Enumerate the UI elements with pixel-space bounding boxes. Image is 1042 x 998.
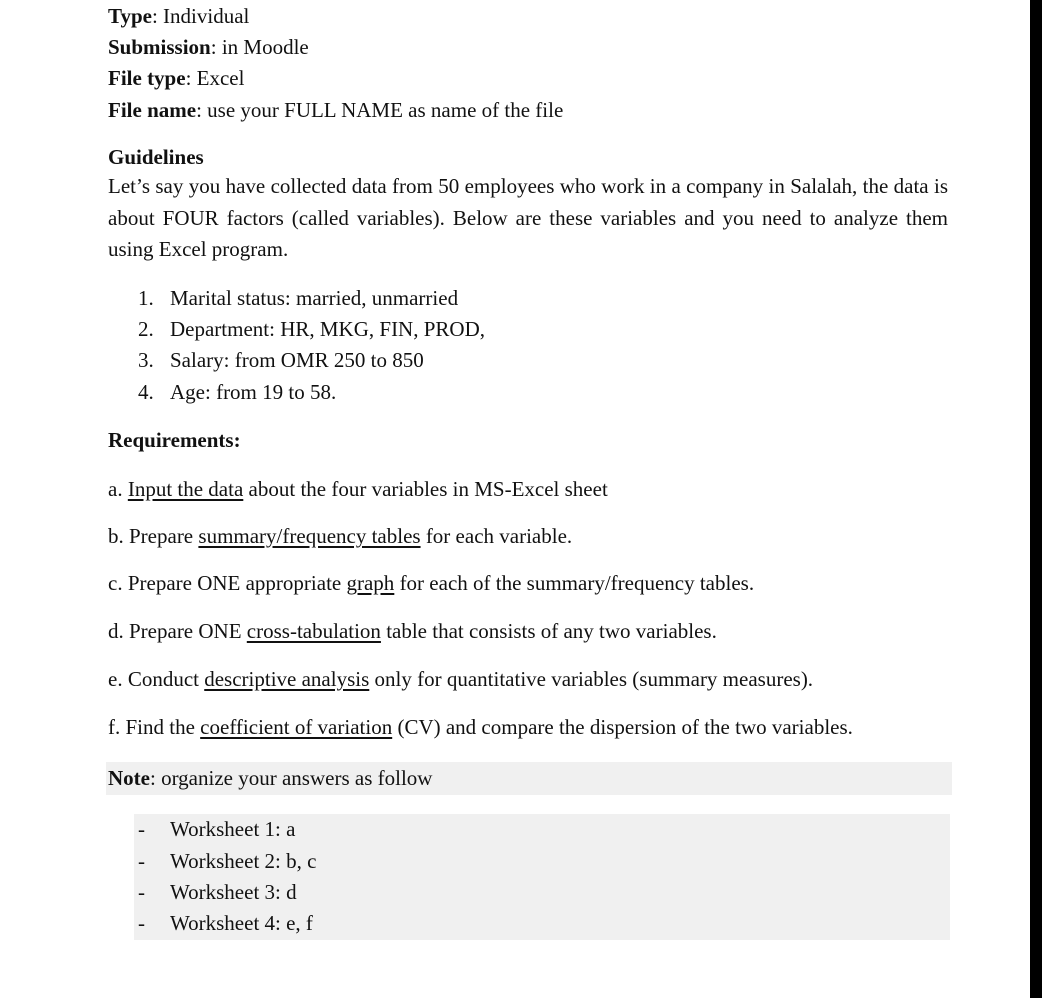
- worksheet-item: [138, 816, 295, 842]
- req-suffix: about the four variables in MS-Excel sheet: [243, 477, 608, 501]
- list-text: Marital status: married, unmarried: [170, 286, 459, 310]
- file-type-label: File type: [108, 66, 186, 90]
- file-name-value: : use your FULL NAME as name of the file: [196, 98, 564, 122]
- req-underlined: graph: [346, 571, 395, 595]
- worksheet-item: [138, 910, 313, 936]
- list-item: [138, 379, 336, 405]
- note-line: [108, 765, 432, 791]
- list-number: 2.: [138, 317, 154, 341]
- req-suffix: only for quantitative variables (summary measures).: [369, 667, 814, 691]
- dash-bullet: -: [138, 911, 145, 935]
- req-underlined: descriptive analysis: [204, 667, 370, 691]
- note-text: : organize your answers as follow: [149, 766, 433, 790]
- list-number: 3.: [138, 348, 154, 372]
- req-suffix: for each of the summary/frequency tables.: [394, 571, 755, 595]
- file-type-value: : Excel: [185, 66, 245, 90]
- requirement-a: [108, 476, 608, 502]
- guidelines-heading-text: Guidelines: [108, 145, 204, 169]
- list-item: [138, 285, 458, 311]
- list-text: Department: HR, MKG, FIN, PROD,: [170, 317, 485, 341]
- dash-bullet: -: [138, 817, 145, 841]
- requirements-heading-text: Requirements:: [108, 428, 241, 452]
- req-underlined: cross-tabulation: [246, 619, 381, 643]
- req-prefix: e. Conduct: [108, 667, 205, 691]
- note-label: Note: [108, 766, 150, 790]
- dash-bullet: -: [138, 880, 145, 904]
- list-number: 1.: [138, 286, 154, 310]
- worksheet-text: Worksheet 4: e, f: [170, 911, 313, 935]
- requirement-e: [108, 666, 813, 692]
- file-name-line: [108, 97, 563, 123]
- req-underlined: coefficient of variation: [200, 715, 393, 739]
- req-prefix: a.: [108, 477, 128, 501]
- worksheet-text: Worksheet 2: b, c: [170, 849, 317, 873]
- guidelines-heading: [108, 144, 204, 170]
- worksheet-text: Worksheet 3: d: [170, 880, 297, 904]
- req-suffix: table that consists of any two variables.: [380, 619, 717, 643]
- worksheet-text: Worksheet 1: a: [170, 817, 296, 841]
- list-number: 4.: [138, 380, 154, 404]
- dash-bullet: -: [138, 849, 145, 873]
- type-value: : Individual: [151, 4, 250, 28]
- page-edge: [1030, 0, 1042, 998]
- requirement-c: [108, 570, 754, 596]
- worksheet-item: [138, 848, 316, 874]
- requirement-d: [108, 618, 717, 644]
- list-text: Salary: from OMR 250 to 850: [170, 348, 424, 372]
- req-prefix: c. Prepare ONE appropriate: [108, 571, 347, 595]
- list-text: Age: from 19 to 58.: [170, 380, 337, 404]
- type-label: Type: [108, 4, 152, 28]
- req-suffix: (CV) and compare the dispersion of the two variables.: [392, 715, 853, 739]
- req-prefix: f. Find the: [108, 715, 201, 739]
- submission-label: Submission: [108, 35, 211, 59]
- file-type-line: [108, 65, 244, 91]
- req-underlined: Input the data: [127, 477, 244, 501]
- list-item: [138, 347, 424, 373]
- req-underlined: summary/frequency tables: [198, 524, 421, 548]
- requirement-b: [108, 523, 572, 549]
- req-prefix: b. Prepare: [108, 524, 199, 548]
- req-prefix: d. Prepare ONE: [108, 619, 247, 643]
- requirements-heading: [108, 427, 241, 453]
- type-line: [108, 3, 249, 29]
- list-item: [138, 316, 485, 342]
- requirement-f: [108, 714, 853, 740]
- submission-value: : in Moodle: [210, 35, 309, 59]
- req-suffix: for each variable.: [420, 524, 573, 548]
- worksheet-item: [138, 879, 297, 905]
- submission-line: [108, 34, 309, 60]
- guidelines-paragraph: Let’s say you have collected data from 50 employees who work in a company in Salalah, the data is about FOUR factors (called variables). Below are these variables and you need to analyze them using Excel program.: [108, 174, 948, 261]
- file-name-label: File name: [108, 98, 197, 122]
